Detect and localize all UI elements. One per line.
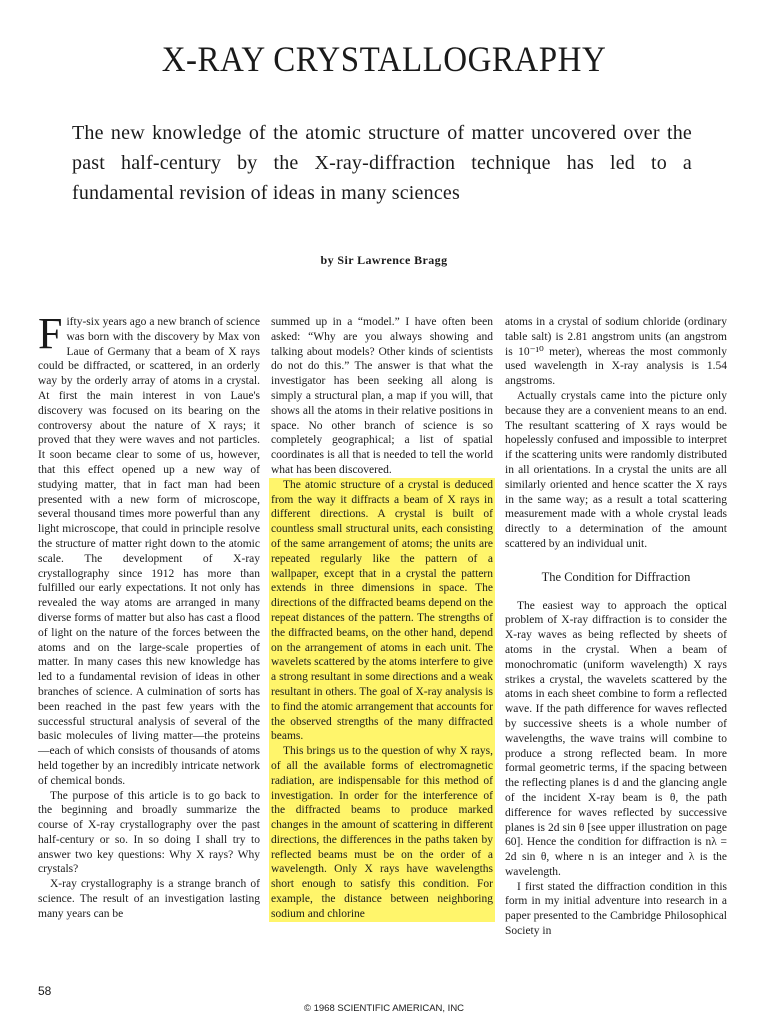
article-title: X-RAY CRYSTALLOGRAPHY	[161, 40, 607, 80]
paragraph: The easiest way to approach the optical problem of X-ray diffraction is to consider the X-ray waves as being reflected by sheets of atoms in the crystal. When a beam of monochromatic (uniform wavelength) X rays strikes a crystal, the wavelets scattered by the atoms in each sheet combine to form a reflected wave. If the path difference for waves reflected by successive sheets is a whole number of wavelengths, the wave trains will combine to produce a strong reflected beam. In more formal geometric terms, if the spacing between the reflecting planes is d and the glancing angle of the incident X-ray beam is θ, the path difference for waves reflected by successive planes is 2d sin θ [see upper illustration on page 60]. Hence the condition for diffraction is nλ = 2d sin θ, where n is an integer and λ is the wavelength.	[505, 599, 727, 878]
paragraph	[38, 309, 260, 789]
drop-cap: F	[38, 309, 63, 358]
text-column-3	[505, 315, 727, 939]
section-heading: The Condition for Diffraction	[541, 569, 691, 584]
text-column-1	[38, 309, 260, 922]
byline: by Sir Lawrence Bragg	[320, 253, 448, 267]
text-column-2	[271, 315, 493, 922]
paragraph: I first stated the diffraction condition in this form in my initial adventure into research in a paper presented to the Cambridge Philosophical Society in	[505, 880, 727, 938]
paragraph: atoms in a crystal of sodium chloride (ordinary table salt) is 2.81 angstrom units (an angstrom is 10⁻¹⁰ meter), whereas the most commonly used wavelength in X-ray analysis is 1.54 angstroms.	[505, 316, 727, 388]
highlighted-paragraph: This brings us to the question of why X rays, of all the available forms of electromagnetic radiation, are indispensable for this method of investigation. In order for the interference of the diffracted beams to produce marked changes in the amount of scattering in different directions, the differences in the paths taken by reflected beams must be on the order of a wavelength. Only X rays have wavelengths short enough to satisfy this condition. For example, the distance between neighboring sodium and chlorine	[271, 745, 493, 920]
paragraph: summed up in a “model.” I have often been asked: “Why are you always showing and talking about models? Other kinds of scientists do not do this.” The answer is that what the investigator has been seeking all along is simply a structural plan, a map if you will, that shows all the atoms in their relative positions in space. No other branch of science is so completely geographical; a list of spatial coordinates is all that is needed to tell the world what has been discovered.	[271, 316, 493, 476]
paragraph: Actually crystals came into the picture only because they are a convenient means to an end. The resultant scattering of X rays would be hopelessly confused and impossible to interpret if the scattering units were randomly distributed in all orientations. In a crystal the units are all similarly oriented and hence scatter the X rays in the same way; as a result a total scattering measurement made with a whole crystal leads directly to a determination of the amount scattered by an individual unit.	[505, 389, 727, 550]
paragraph: The purpose of this article is to go back to the beginning and broadly summarize the course of X-ray crystallography over the past half-century or so. In so doing I shall try to answer two key questions: Why X rays? Why crystals?	[38, 789, 260, 876]
article-subtitle: The new knowledge of the atomic structure of matter uncovered over the past half-century by the X-ray-diffraction technique has led to a fundamental revision of ideas in many sciences	[72, 122, 692, 204]
page-number: 58	[38, 984, 52, 998]
paragraph-text: ifty-six years ago a new branch of science was born with the discovery by Max von Laue of Germany that a beam of X rays could be diffracted, or scattered, in an orderly way by the orderly array of atoms in a crystal. At first the main interest in von Laue's discovery was focused on its bearing on the controversy about the nature of X rays; it proved that they were waves and not particles. It soon became clear to some of us, however, that this effect opened up a new way of studying matter, that in fact man had been presented with a new form of microscope, several thousand times more powerful than any light microscope, that could in principle resolve the structure of matter right down to the atomic scale. The development of X-ray crystallography since 1912 has more than fulfilled our early expectations. It not only has revealed the way atoms are arranged in many diverse forms of matter but also has cast a flood of light on the nature of the forces between the atoms and on the large-scale properties of matter. In many cases this new knowledge has led to a fundamental revision of ideas in other branches of science. A culmination of sorts has been reached in the past few years with the successful structural analysis of several of the basic molecules of living matter—the proteins—each of which consists of thousands of atoms held together by an incredibly intricate network of chemical bonds.	[38, 316, 260, 787]
copyright-notice: © 1968 SCIENTIFIC AMERICAN, INC	[303, 1003, 465, 1014]
paragraph: X-ray crystallography is a strange branch of science. The result of an investigation lasting many years can be	[38, 878, 260, 920]
highlighted-paragraph: The atomic structure of a crystal is deduced from the way it diffracts a beam of X rays in different directions. A crystal is built of countless small structural units, each consisting of the same arrangement of atoms; the units are repeated regularly like the pattern of a wallpaper, except that in a crystal the pattern extends in three dimensions in space. The directions of the diffracted beams depend on the repeat distances of the pattern. The strengths of the diffracted beams, on the other hand, depend on the arrangement of atoms in each unit. The wavelets scattered by the atoms interfere to give a strong resultant in some directions and a weak resultant in others. The goal of X-ray analysis is to find the atomic arrangement that accounts for the observed strengths of the many diffracted beams.	[271, 478, 493, 743]
